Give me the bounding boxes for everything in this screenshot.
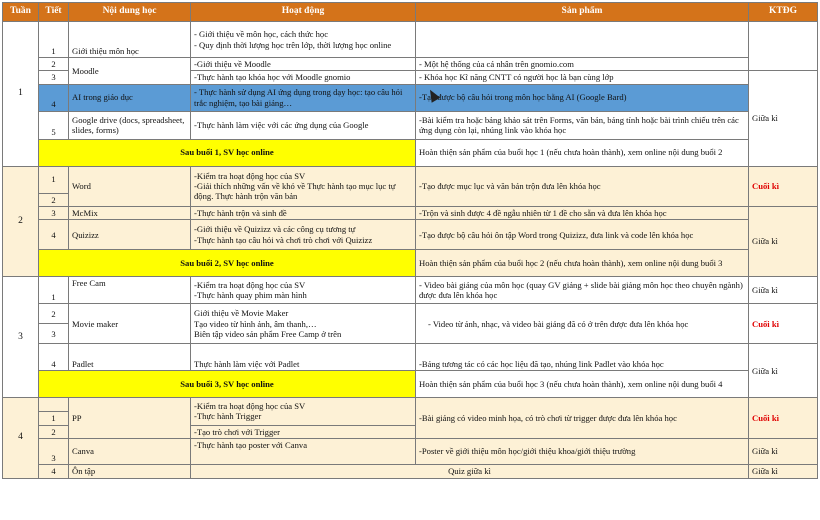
ktdg-cell: Giữa kì <box>749 438 818 464</box>
tiet-cell: 2 <box>39 58 69 71</box>
sanpham-cell: - Một hệ thống của cá nhân trên gnomio.com <box>416 58 749 71</box>
sanpham-cell: Hoàn thiện sản phẩm của buổi học 3 (nếu chưa hoàn thành), xem online nội dung buổi 4 <box>416 371 749 398</box>
noidung-cell: Giới thiệu môn học <box>69 22 191 58</box>
sanpham-cell: -Poster về giới thiệu môn học/giới thiệu khoa/giới thiệu trường <box>416 438 749 464</box>
tiet-cell: 4 <box>39 84 69 111</box>
sanpham-cell: - Video bài giảng của môn học (quay GV giảng + slide bài giảng môn học theo chuyên ngành) được đưa lên khóa học <box>416 277 749 304</box>
table-row <box>3 220 818 250</box>
tiet-cell: 3 <box>39 324 69 344</box>
week-cell: 1 <box>3 22 39 167</box>
online-row <box>3 139 818 166</box>
table-row <box>3 58 818 71</box>
table-row-highlighted <box>3 84 818 111</box>
course-schedule-table <box>2 2 818 479</box>
header-noi-dung: Nội dung học <box>69 3 191 22</box>
online-label: Sau buổi 1, SV học online <box>39 139 416 166</box>
ktdg-cell: Cuối kì <box>749 166 818 206</box>
hoatdong-cell: -Giới thiệu về Moodle <box>191 58 416 71</box>
tiet-cell: 3 <box>39 438 69 464</box>
hoatdong-cell: -Giới thiệu về Quizizz và các công cụ tương tự -Thực hành tạo câu hỏi và chơi trò chơi với Quizizz <box>191 220 416 250</box>
table-row <box>3 206 818 219</box>
ktdg-cell <box>749 22 818 71</box>
tiet-cell: 4 <box>39 464 69 478</box>
tiet-cell: 1 <box>39 412 69 425</box>
hoatdong-cell: -Kiểm tra hoạt động học của SV -Thực hành Trigger <box>191 398 416 425</box>
tiet-cell: 2 <box>39 193 69 206</box>
week-cell: 3 <box>3 277 39 398</box>
sanpham-cell: Hoàn thiện sản phẩm của buổi học 1 (nếu chưa hoàn thành), xem online nội dung buổi 2 <box>416 139 749 166</box>
sanpham-cell <box>416 22 749 58</box>
hoatdong-cell: -Kiểm tra hoạt động học của SV -Giải thích những vấn về khó về Thực hành tạo mục lục tự động. Thực hành trộn văn bản <box>191 166 416 206</box>
header-tiet: Tiết <box>39 3 69 22</box>
sanpham-cell: -Bảng tương tác có các học liệu đã tạo, nhúng link Padlet vào khóa học <box>416 344 749 371</box>
tiet-cell: 3 <box>39 71 69 84</box>
sanpham-cell: -Tạo được bộ câu hỏi trong môn học bằng AI (Google Bard) <box>416 84 749 111</box>
table-row <box>3 111 818 139</box>
online-row <box>3 250 818 277</box>
tiet-cell: 1 <box>39 22 69 58</box>
header-ktdg: KTĐG <box>749 3 818 22</box>
table-row <box>3 277 818 304</box>
sanpham-cell: -Bài kiểm tra hoặc bảng khảo sát trên Forms, văn bản, bảng tính hoặc bài trình chiếu trên các ứng dụng còn lại, nhúng link vào khóa học <box>416 111 749 139</box>
table-row <box>3 344 818 371</box>
noidung-cell: Word <box>69 166 191 206</box>
noidung-cell: Moodle <box>69 58 191 85</box>
hoatdong-cell: -Tạo trò chơi với Trigger <box>191 425 416 438</box>
sanpham-cell: - Video từ ảnh, nhạc, và video bài giảng đã có ở trên được đưa lên khóa học <box>416 304 749 344</box>
hoatdong-cell: Thực hành làm việc với Padlet <box>191 344 416 371</box>
noidung-cell: McMix <box>69 206 191 219</box>
sanpham-cell: - Khóa học Kĩ năng CNTT có người học là bạn cùng lớp <box>416 71 749 84</box>
noidung-cell: Quizizz <box>69 220 191 250</box>
ktdg-cell: Giữa kì <box>749 206 818 276</box>
noidung-cell: Padlet <box>69 344 191 371</box>
tiet-cell: 2 <box>39 425 69 438</box>
tiet-cell: 3 <box>39 206 69 219</box>
tiet-cell: 4 <box>39 220 69 250</box>
tiet-cell: 1 <box>39 166 69 193</box>
header-row <box>3 3 818 22</box>
noidung-cell: Google drive (docs, spreadsheet, slides, forms) <box>69 111 191 139</box>
ktdg-cell: Giữa kì <box>749 344 818 398</box>
ktdg-cell: Giữa kì <box>749 464 818 478</box>
hoatdong-cell: - Thực hành sử dụng AI ứng dụng trong dạy học: tạo câu hỏi trắc nghiệm, tạo bài giảng… <box>191 84 416 111</box>
noidung-cell: Canva <box>69 438 191 464</box>
tiet-cell: 2 <box>39 304 69 324</box>
noidung-cell: AI trong giáo dục <box>69 84 191 111</box>
table-row <box>3 438 818 464</box>
hoatdong-cell: Giới thiệu về Movie Maker Tạo video từ hình ảnh, âm thanh,… Biên tập video sản phẩm Free Camp ở trên <box>191 304 416 344</box>
noidung-cell: Ôn tập <box>69 464 191 478</box>
hoatdong-cell: -Thực hành tạo poster với Canva <box>191 438 416 464</box>
table-row <box>3 304 818 324</box>
hoatdong-cell: -Thực hành làm việc với các ứng dụng của Google <box>191 111 416 139</box>
ktdg-cell: Cuối kì <box>749 398 818 439</box>
hoatdong-cell: Quiz giữa kì <box>191 464 749 478</box>
ktdg-cell: Giữa kì <box>749 71 818 166</box>
noidung-cell: Movie maker <box>69 304 191 344</box>
sanpham-cell: -Trộn và sinh được 4 đề ngẫu nhiên từ 1 đề cho sẵn và đưa lên khóa học <box>416 206 749 219</box>
week-cell: 4 <box>3 398 39 479</box>
sanpham-cell: -Bài giảng có video minh họa, có trò chơi từ trigger được đưa lên khóa học <box>416 398 749 439</box>
header-hoat-dong: Hoạt động <box>191 3 416 22</box>
header-san-pham: Sản phẩm <box>416 3 749 22</box>
ktdg-cell: Cuối kì <box>749 304 818 344</box>
sanpham-cell: Hoàn thiện sản phẩm của buổi học 2 (nếu chưa hoàn thành), xem online nội dung buổi 3 <box>416 250 749 277</box>
header-tuan: Tuần <box>3 3 39 22</box>
table-row <box>3 22 818 58</box>
table-row <box>3 166 818 193</box>
online-label: Sau buổi 2, SV học online <box>39 250 416 277</box>
tiet-cell: 4 <box>39 344 69 371</box>
hoatdong-cell: - Giới thiệu về môn học, cách thức học - Quy định thời lượng học trên lớp, thời lượng học online <box>191 22 416 58</box>
tiet-cell <box>39 398 69 412</box>
hoatdong-cell: -Kiểm tra hoạt động học của SV -Thực hành quay phim màn hình <box>191 277 416 304</box>
hoatdong-cell: -Thực hành trộn và sinh đề <box>191 206 416 219</box>
week-cell: 2 <box>3 166 39 277</box>
noidung-cell: Free Cam <box>69 277 191 304</box>
noidung-cell: PP <box>69 398 191 439</box>
online-label: Sau buổi 3, SV học online <box>39 371 416 398</box>
table-row <box>3 464 818 478</box>
tiet-cell: 5 <box>39 111 69 139</box>
sanpham-cell: -Tạo được bộ câu hỏi ôn tập Word trong Quizizz, đưa link và code lên khóa học <box>416 220 749 250</box>
online-row <box>3 371 818 398</box>
hoatdong-cell: -Thực hành tạo khóa học với Moodle gnomio <box>191 71 416 84</box>
table-row <box>3 398 818 412</box>
tiet-cell: 1 <box>39 277 69 304</box>
sanpham-cell: -Tạo được mục lục và văn bản trộn đưa lên khóa học <box>416 166 749 206</box>
ktdg-cell: Giữa kì <box>749 277 818 304</box>
